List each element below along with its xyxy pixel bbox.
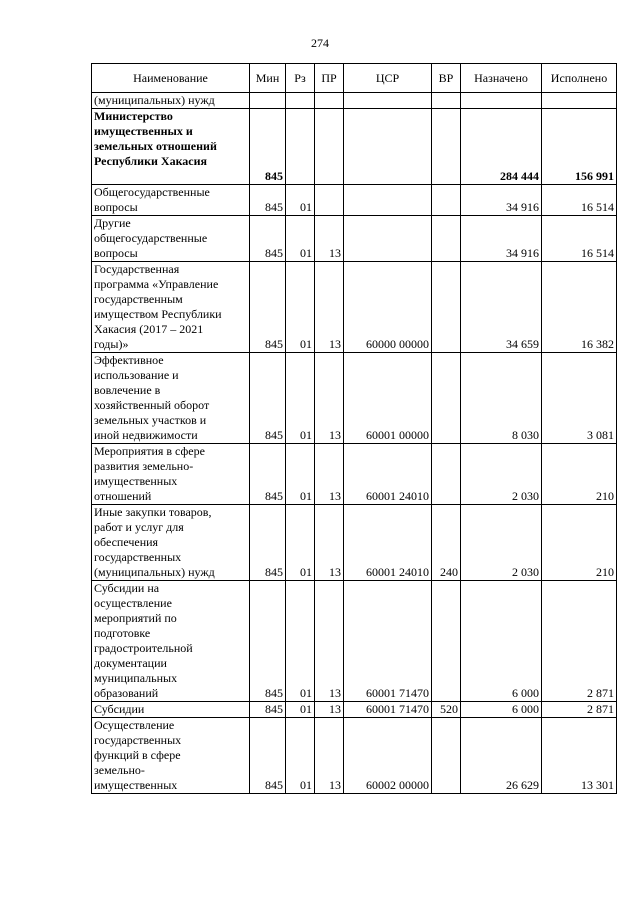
row-name-line: Республики Хакасия (94, 154, 208, 168)
row-pr-cell: 13 (315, 216, 344, 262)
row-executed-cell: 2 871 (542, 581, 617, 702)
row-min-cell: 845 (250, 109, 286, 185)
row-name-line: обеспечения (94, 535, 159, 549)
row-min-cell: 845 (250, 216, 286, 262)
row-name-line: Субсидии на (94, 581, 160, 595)
row-csr-cell: 60001 24010 (344, 505, 432, 581)
row-name-cell (92, 702, 250, 718)
row-csr-cell (344, 185, 432, 216)
row-name-cell (92, 353, 250, 444)
row-csr-cell: 60002 00000 (344, 718, 432, 794)
row-name-line: Мероприятия в сфере (94, 444, 205, 458)
row-name-line: Министерство (94, 109, 173, 123)
row-pr-cell: 13 (315, 581, 344, 702)
table-row (92, 93, 617, 109)
row-vr-cell (432, 353, 461, 444)
row-rz-cell: 01 (286, 718, 315, 794)
row-executed-cell: 2 871 (542, 702, 617, 718)
row-name-line (94, 169, 247, 184)
row-assigned-cell: 34 916 (461, 216, 542, 262)
row-name-line: Иные закупки товаров, (94, 505, 212, 519)
row-vr-cell (432, 444, 461, 505)
row-rz-cell: 01 (286, 262, 315, 353)
row-pr-cell: 13 (315, 702, 344, 718)
row-name-cell (92, 262, 250, 353)
row-name-line: образований (94, 686, 159, 700)
row-rz-cell: 01 (286, 216, 315, 262)
header-min: Мин (250, 64, 286, 93)
table-row (92, 505, 617, 581)
row-name-line: хозяйственный оборот (94, 398, 210, 412)
row-assigned-cell: 34 916 (461, 185, 542, 216)
row-name-line: градостроительной (94, 641, 193, 655)
row-csr-cell: 60001 24010 (344, 444, 432, 505)
row-vr-cell: 240 (432, 505, 461, 581)
budget-table (91, 63, 617, 794)
row-name-line: Государственная (94, 262, 180, 276)
row-name-line: Эффективное (94, 353, 164, 367)
row-pr-cell (315, 93, 344, 109)
row-name-line: имущественных (94, 778, 178, 792)
row-csr-cell: 60001 71470 (344, 702, 432, 718)
row-min-cell (250, 93, 286, 109)
row-name-line: вовлечение в (94, 383, 161, 397)
row-executed-cell: 16 514 (542, 216, 617, 262)
row-name-line: развития земельно- (94, 459, 194, 473)
row-name-line: имущественных и (94, 124, 193, 138)
row-csr-cell: 60000 00000 (344, 262, 432, 353)
row-vr-cell (432, 262, 461, 353)
row-vr-cell: 520 (432, 702, 461, 718)
row-assigned-cell: 2 030 (461, 505, 542, 581)
row-executed-cell: 210 (542, 505, 617, 581)
row-name-line: государственных (94, 733, 182, 747)
row-min-cell: 845 (250, 444, 286, 505)
row-name-cell (92, 216, 250, 262)
row-vr-cell (432, 109, 461, 185)
row-name-line: Другие (94, 216, 131, 230)
row-assigned-cell: 26 629 (461, 718, 542, 794)
table-row (92, 185, 617, 216)
row-assigned-cell: 34 659 (461, 262, 542, 353)
row-name-line: функций в сфере (94, 748, 181, 762)
table-row (92, 262, 617, 353)
row-name-line: Общегосударственные (94, 185, 210, 199)
row-pr-cell (315, 185, 344, 216)
table-row (92, 444, 617, 505)
table-row (92, 718, 617, 794)
row-min-cell: 845 (250, 718, 286, 794)
row-rz-cell: 01 (286, 581, 315, 702)
row-executed-cell: 156 991 (542, 109, 617, 185)
row-assigned-cell: 284 444 (461, 109, 542, 185)
row-name-cell (92, 109, 250, 185)
row-name-line: отношений (94, 489, 152, 503)
row-name-cell (92, 581, 250, 702)
row-rz-cell: 01 (286, 702, 315, 718)
row-min-cell: 845 (250, 702, 286, 718)
row-name-line: земельных участков и (94, 413, 207, 427)
row-vr-cell (432, 185, 461, 216)
row-pr-cell: 13 (315, 505, 344, 581)
row-name-line: программа «Управление (94, 277, 219, 291)
row-name-line: документации (94, 656, 167, 670)
row-name-line: иной недвижимости (94, 428, 198, 442)
row-vr-cell (432, 216, 461, 262)
row-min-cell: 845 (250, 353, 286, 444)
table-row (92, 702, 617, 718)
row-pr-cell: 13 (315, 444, 344, 505)
row-name-line: вопросы (94, 246, 138, 260)
row-name-cell (92, 185, 250, 216)
row-csr-cell: 60001 71470 (344, 581, 432, 702)
row-name-cell (92, 718, 250, 794)
row-csr-cell (344, 109, 432, 185)
row-pr-cell: 13 (315, 353, 344, 444)
row-min-cell: 845 (250, 262, 286, 353)
row-executed-cell: 16 382 (542, 262, 617, 353)
row-executed-cell (542, 93, 617, 109)
row-assigned-cell: 6 000 (461, 581, 542, 702)
row-vr-cell (432, 93, 461, 109)
row-rz-cell: 01 (286, 444, 315, 505)
row-csr-cell (344, 216, 432, 262)
table-row (92, 216, 617, 262)
row-rz-cell (286, 109, 315, 185)
row-assigned-cell (461, 93, 542, 109)
header-executed: Исполнено (542, 64, 617, 93)
row-name-line: имуществом Республики (94, 307, 222, 321)
row-name-line: годы)» (94, 337, 129, 351)
row-executed-cell: 3 081 (542, 353, 617, 444)
row-rz-cell: 01 (286, 185, 315, 216)
header-rz: Рз (286, 64, 315, 93)
row-name-line: работ и услуг для (94, 520, 184, 534)
row-name-line: земельно- (94, 763, 145, 777)
row-pr-cell: 13 (315, 718, 344, 794)
row-vr-cell (432, 581, 461, 702)
row-name-line: государственных (94, 550, 182, 564)
row-name-line: использование и (94, 368, 179, 382)
row-name-line: земельных отношений (94, 139, 217, 153)
row-name-line: (муниципальных) нужд (94, 93, 215, 107)
table-body (92, 93, 617, 794)
row-csr-cell: 60001 00000 (344, 353, 432, 444)
header-csr: ЦСР (344, 64, 432, 93)
header-name: Наименование (92, 64, 250, 93)
row-name-line: общегосударственные (94, 231, 208, 245)
row-assigned-cell: 6 000 (461, 702, 542, 718)
row-min-cell: 845 (250, 185, 286, 216)
row-name-line: государственным (94, 292, 183, 306)
row-name-line: имущественных (94, 474, 178, 488)
row-name-line: Хакасия (2017 – 2021 (94, 322, 204, 336)
row-executed-cell: 13 301 (542, 718, 617, 794)
table-row (92, 353, 617, 444)
row-name-line: Субсидии (94, 702, 145, 716)
row-name-line: осуществление (94, 596, 172, 610)
table-row (92, 109, 617, 185)
row-name-line: (муниципальных) нужд (94, 565, 215, 579)
row-csr-cell (344, 93, 432, 109)
row-name-line: Осуществление (94, 718, 175, 732)
row-rz-cell (286, 93, 315, 109)
row-vr-cell (432, 718, 461, 794)
row-executed-cell: 210 (542, 444, 617, 505)
row-name-line: мероприятий по (94, 611, 177, 625)
row-min-cell: 845 (250, 581, 286, 702)
row-pr-cell (315, 109, 344, 185)
row-executed-cell: 16 514 (542, 185, 617, 216)
header-vr: ВР (432, 64, 461, 93)
row-name-cell (92, 444, 250, 505)
row-assigned-cell: 8 030 (461, 353, 542, 444)
table-header-row (92, 64, 617, 93)
table-row (92, 581, 617, 702)
row-assigned-cell: 2 030 (461, 444, 542, 505)
row-name-cell (92, 505, 250, 581)
row-rz-cell: 01 (286, 505, 315, 581)
row-name-line: муниципальных (94, 671, 178, 685)
row-name-cell (92, 93, 250, 109)
page-number: 274 (311, 36, 329, 50)
row-rz-cell: 01 (286, 353, 315, 444)
row-pr-cell: 13 (315, 262, 344, 353)
header-pr: ПР (315, 64, 344, 93)
row-min-cell: 845 (250, 505, 286, 581)
row-name-line: вопросы (94, 200, 138, 214)
row-name-line: подготовке (94, 626, 151, 640)
header-assigned: Назначено (461, 64, 542, 93)
